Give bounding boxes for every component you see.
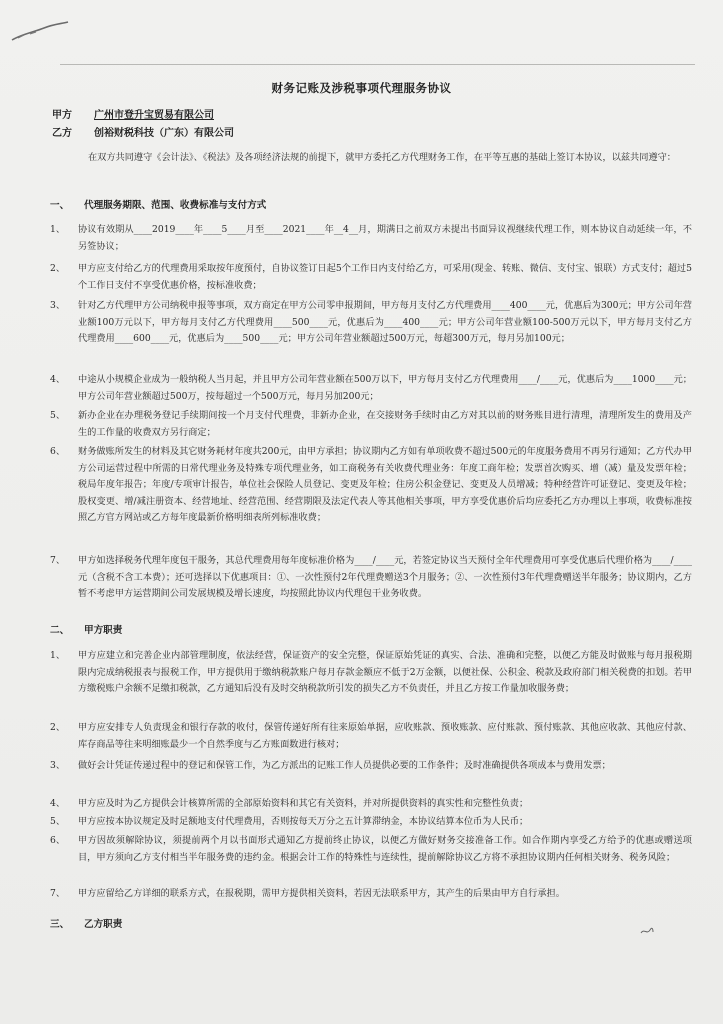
item-text: 甲方应按本协议规定及时足额地支付代理费用，否则按每天万分之五计算滞纳金，本协议结算本位币为人民币； <box>78 816 529 827</box>
section-title: 代理服务期限、范围、收费标准与支付方式 <box>84 200 267 211</box>
item-text: 甲方如选择税务代理年度包干服务，其总代理费用每年度标准价格为____/____元，若签定协议当天预付全年代理费用可享受优惠后代理价格为____/____元（含税不含工本费）；还可选择以下优惠项目：①、一次性预付2年代理费赠送3个月服务；②、一次性预付3年代理费赠送半年服务；协议期内，乙方暂不考虑甲方运营期间公司发展规模及增长速度，均按照此协议内代理包干业务收费。 <box>78 555 692 600</box>
list-item <box>50 886 692 903</box>
party-b-name: 创裕财税科技（广东）有限公司 <box>94 128 234 139</box>
list-item <box>50 758 692 775</box>
header-rule <box>60 64 695 65</box>
list-item <box>50 648 692 698</box>
item-number: 7、 <box>50 888 66 899</box>
party-b-line <box>52 124 234 139</box>
item-number: 1、 <box>50 650 66 661</box>
list-item <box>50 222 692 255</box>
item-number: 3、 <box>50 760 66 771</box>
list-item <box>50 408 692 441</box>
party-a-label: 甲方 <box>52 110 72 121</box>
section-heading-3 <box>50 916 122 930</box>
item-number: 2、 <box>50 722 66 733</box>
section-number: 一、 <box>50 200 70 211</box>
list-item <box>50 444 692 527</box>
item-number: 4、 <box>50 798 66 809</box>
party-b-label: 乙方 <box>52 128 72 139</box>
section-heading-2 <box>50 622 122 636</box>
party-a-line <box>52 106 214 121</box>
section-title: 甲方职责 <box>84 625 123 636</box>
list-item <box>50 298 692 348</box>
pen-mark-icon <box>640 926 654 936</box>
item-number: 3、 <box>50 300 66 311</box>
section-title: 乙方职责 <box>84 919 123 930</box>
item-text: 做好会计凭证传递过程中的登记和保管工作，为乙方派出的记账工作人员提供必要的工作条件；及时准确提供各项成本与费用发票； <box>78 760 611 771</box>
item-text: 甲方应及时为乙方提供会计核算所需的全部原始资料和其它有关资料，并对所提供资料的真实性和完整性负责； <box>78 798 529 809</box>
item-text: 新办企业在办理税务登记手续期间按一个月支付代理费，非新办企业，在交接财务手续时由乙方对其以前的财务账目进行清理，清理所发生的费用及产生的工作量的收费双方另行商定； <box>78 410 692 438</box>
item-text: 甲方应安排专人负责现金和银行存款的收付，保管传递好所有往来原始单据，应收账款、预收账款、应付账款、预付账款、其他应收款、其他应付款、库存商品等往来明细账最少一个自然季度与乙方账面数进行核对； <box>78 722 692 750</box>
item-number: 2、 <box>50 263 66 274</box>
item-text: 甲方应建立和完善企业内部管理制度，依法经营，保证资产的安全完整，保证原始凭证的真实、合法、准确和完整，以便乙方能及时做账与每月报税期限内完成纳税报表与报税工作，甲方提供用于缴纳税款账户每月存款金额应不低于2万金额，以便社保、公积金、税款及政府部门相关税费的扣划。若甲方缴税账户余额不足缴扣税款，乙方通知后没有及时交纳税款所引发的损失乙方不负责任，并且乙方按工作量加收服务费； <box>78 650 692 695</box>
list-item <box>50 796 692 813</box>
item-number: 7、 <box>50 555 66 566</box>
intro-paragraph: 在双方共同遵守《会计法》、《税法》及各项经济法规的前提下，就甲方委托乙方代理财务工作，在平等互惠的基础上签订本协议，以兹共同遵守： <box>88 152 676 163</box>
pen-scribble-icon <box>10 20 70 44</box>
item-text: 甲方应留给乙方详细的联系方式，在报税期，需甲方提供相关资料，若因无法联系甲方，其产生的后果由甲方自行承担。 <box>78 888 565 899</box>
item-text: 甲方因故须解除协议，须提前两个月以书面形式通知乙方提前终止协议，以便乙方做好财务交接准备工作。如合作期内享受乙方给予的优惠或赠送项目，甲方须向乙方支付相当半年服务费的违约金。根据会计工作的特殊性与连续性，提前解除协议乙方将不承担协议期内任何相关财务、税务风险； <box>78 835 692 863</box>
item-number: 6、 <box>50 446 66 457</box>
item-number: 5、 <box>50 816 66 827</box>
list-item <box>50 833 692 866</box>
item-number: 5、 <box>50 410 66 421</box>
item-text: 甲方应支付给乙方的代理费用采取按年度预付，自协议签订日起5个工作日内支付给乙方，可采用(现金、转账、微信、支付宝、银联）方式支付；超过5个工作日支付不享受优惠价格，按标准收费； <box>78 263 692 291</box>
section-number: 二、 <box>50 625 70 636</box>
list-item <box>50 553 692 603</box>
list-item <box>50 372 692 405</box>
item-text: 中途从小规模企业成为一般纳税人当月起，并且甲方公司年营业额在500万以下，甲方每月支付乙方代理费用____/____元，优惠后为____1000____元；甲方公司年营业额超过500万，按每超过一个500万元，每月另加200元； <box>78 374 692 402</box>
item-number: 1、 <box>50 224 66 235</box>
section-number: 三、 <box>50 919 70 930</box>
item-text: 协议有效期从____2019____年____5____月至____2021____年__4__月，期满日之前双方未提出书面异议视继续代理工作，则本协议自动延续一年，不另签协议； <box>78 224 692 252</box>
list-item <box>50 720 692 753</box>
document-title: 财务记账及涉税事项代理服务协议 <box>271 81 452 95</box>
item-text: 针对乙方代理甲方公司纳税申报等事项，双方商定在甲方公司零申报期间，甲方每月支付乙方代理费用____400____元，优惠后为300元；甲方公司年营业额100万元以下，甲方每月支付乙方代理费用____500____元，优惠后为____400____元；甲方公司年营业额100-500万元以下，甲方每月支付乙方代理费用____600____元，优惠后为____500____元；甲方公司年营业额超过500万元，每超300万元，每月另加100元； <box>78 300 692 345</box>
section-heading-1 <box>50 197 266 211</box>
list-item <box>50 814 692 831</box>
item-number: 6、 <box>50 835 66 846</box>
party-a-name: 广州市登升宝贸易有限公司 <box>94 110 214 121</box>
item-number: 4、 <box>50 374 66 385</box>
list-item <box>50 261 692 294</box>
item-text: 财务做账所发生的材料及其它财务耗材年度共200元，由甲方承担；协议期内乙方如有单项收费不超过500元的年度服务费用不再另行通知；乙方代办甲方公司运营过程中所需的日常代理业务及特殊专项代理业务，如工商税务有关收费代理业务：年度工商年检；发票首次购买、增（减）量及发票年检；税局年度年报告；年度/专项审计报告，单位社会保险人员登记、变更及年检；住房公积金登记、变更及人员增减；特种经营许可证登记、变更及年检；股权变更、增/减注册资本、经营地址、经营范围、经营期限及法定代表人等其他相关事项，甲方享受优惠价后均应委托乙方办理以上事项，收费标准按照乙方官方网站或乙方每年度最新价格明细表所列标准收费； <box>78 446 692 524</box>
